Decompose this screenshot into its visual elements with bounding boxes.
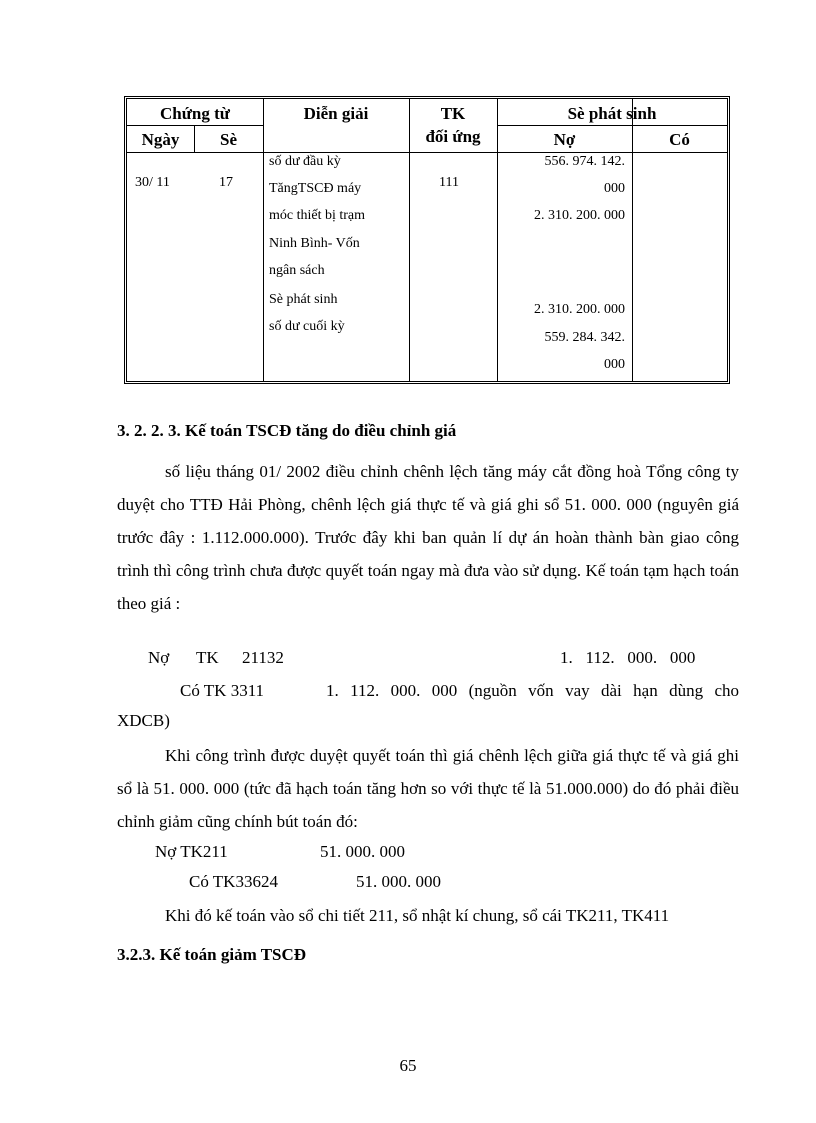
no-line: 000 [604, 181, 625, 196]
header-dien-giai: Diễn giải [303, 104, 369, 123]
entry1-debit-tk: TK [196, 648, 219, 667]
entry1-debit-account: 21132 [242, 648, 284, 667]
cell-tk: 111 [439, 175, 459, 190]
header-chung-tu: Chứng từ [159, 104, 230, 123]
desc-line: số dư cuối kỳ [269, 319, 345, 334]
header-so: Sè [220, 130, 237, 149]
entry1-credit-amount: 1. 112. 000. 000 (nguồn vốn vay dài hạn dùng cho [326, 681, 739, 700]
desc-line: ngân sách [269, 263, 325, 278]
section-heading: 3. 2. 2. 3. Kế toán TSCĐ tăng do điều chỉnh giá [117, 421, 457, 440]
desc-line: Ninh Bình- Vốn [269, 236, 360, 251]
no-column [497, 99, 625, 379]
header-so-phat-sinh: Sè phát sinh [567, 104, 657, 123]
cell-so: 17 [219, 175, 233, 190]
entry2-credit-amount: 51. 000. 000 [356, 872, 441, 891]
entry1-credit: Có TK 3311 [180, 681, 265, 700]
desc-line: TăngTSCĐ máy [269, 181, 362, 196]
col-divider [263, 99, 264, 381]
paragraph-2: Khi công trình được duyệt quyết toán thì giá chênh lệch giữa giá thực tế và giá ghi sổ là 51. 000. 000 (tức đã hạch toán tăng hơn so với thực tế là 51.000.000) do đó phải điều chỉnh giảm cũng chính bút toán đó: [117, 746, 739, 831]
entry2-debit-amount: 51. 000. 000 [320, 842, 405, 861]
header-tk: TK [440, 104, 466, 123]
header-doi-ung: đối ứng [425, 127, 481, 146]
header-co: Có [669, 130, 690, 149]
entry2-credit: Có TK33624 [189, 872, 278, 891]
no-line: 559. 284. 342. [544, 330, 625, 345]
entry1-debit-amount: 1. 112. 000. 000 [560, 648, 696, 667]
cell-ngay: 30/ 11 [135, 175, 170, 190]
row-divider [127, 125, 263, 126]
paragraph-1: số liệu tháng 01/ 2002 điều chỉnh chênh lệch tăng máy cắt đồng hoà Tổng công ty duyệt cho TTĐ Hải Phòng, chênh lệch giá thực tế và giá ghi sổ 51. 000. 000 (nguyên giá trước đây : 1.112.000.000). Trước đây khi ban quản lí dự án hoàn thành bàn giao công trình thì công trình chưa được quyết toán ngay mà đưa vào sử dụng. Kế toán tạm hạch toán theo giá : [117, 462, 739, 613]
row-divider [127, 152, 727, 153]
desc-line: Sè phát sinh [269, 292, 338, 307]
desc-line: móc thiết bị trạm [269, 208, 366, 223]
header-ngay: Ngày [141, 130, 180, 149]
desc-line: số dư đầu kỳ [269, 154, 341, 169]
section-heading-2: 3.2.3. Kế toán giảm TSCĐ [117, 945, 307, 964]
no-line: 2. 310. 200. 000 [534, 302, 625, 317]
entry2-debit: Nợ TK211 [155, 842, 228, 861]
no-line: 000 [604, 357, 625, 372]
no-line: 2. 310. 200. 000 [534, 208, 625, 223]
no-line: 556. 974. 142. [544, 154, 625, 169]
entry1-credit-cont: XDCB) [117, 711, 170, 730]
ledger-table [124, 96, 730, 384]
header-no: Nợ [553, 130, 576, 149]
entry1-debit-label: Nợ [148, 648, 170, 667]
closing-line: Khi đó kế toán vào sổ chi tiết 211, sổ nhật kí chung, sổ cái TK211, TK411 [165, 906, 670, 925]
page-number: 65 [399, 1056, 417, 1075]
